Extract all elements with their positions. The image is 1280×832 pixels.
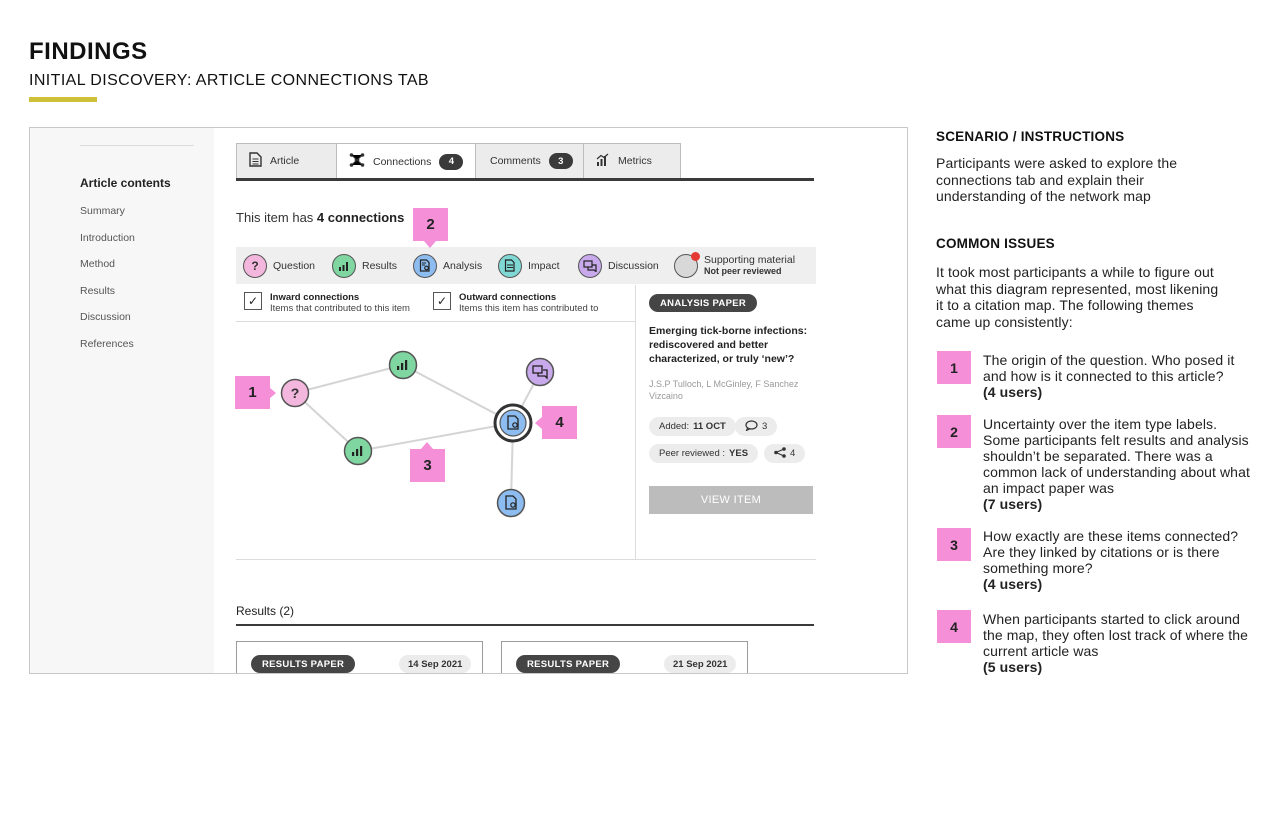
- issue-number-4: 4: [937, 610, 971, 643]
- svg-text:?: ?: [290, 385, 300, 401]
- tab-comments[interactable]: [475, 143, 584, 179]
- tab-metrics[interactable]: [583, 143, 681, 179]
- map-bottom-divider: [236, 559, 816, 560]
- issue-number-2: 2: [937, 415, 971, 448]
- issue-number-3: 3: [937, 528, 971, 561]
- comments-pill[interactable]: [735, 417, 777, 436]
- inward-desc: Items that contributed to this item: [270, 303, 410, 314]
- panel-divider: [635, 285, 636, 559]
- peer-label: Peer reviewed :: [659, 448, 726, 459]
- connections-summary-prefix: This item has: [236, 210, 317, 225]
- bar-chart-icon: [596, 153, 610, 170]
- legend-supporting-material[interactable]: [674, 247, 795, 284]
- item-title[interactable]: Emerging tick-borne infections: rediscovered and better characterized, or truly ‘new’?: [649, 325, 808, 365]
- issue-text-3: [983, 528, 1255, 592]
- sidebar-heading: Article contents: [80, 176, 171, 190]
- results-heading: Results (2): [236, 604, 295, 618]
- discussion-icon: [578, 254, 602, 278]
- issue-number-1: 1: [937, 351, 971, 384]
- connections-summary: [236, 210, 404, 225]
- page-subtitle: INITIAL DISCOVERY: ARTICLE CONNECTIONS TAB: [29, 72, 430, 89]
- tab-article[interactable]: [236, 143, 337, 179]
- issues-intro: It took most participants a while to figure out what this diagram represented, most likening it to a citation map. The following themes came up consistently:: [936, 264, 1219, 330]
- shares-count: 4: [790, 448, 796, 459]
- article-sidebar: [30, 128, 214, 674]
- callout-3: 3: [410, 449, 445, 482]
- question-node[interactable]: [282, 380, 309, 407]
- outward-checkbox[interactable]: ✓: [433, 292, 451, 310]
- sidebar-item-introduction[interactable]: Introduction: [80, 232, 135, 244]
- results-underline: [236, 624, 814, 626]
- inward-title: Inward connections: [270, 292, 360, 303]
- outward-connections-toggle[interactable]: [433, 292, 598, 314]
- callout-1: 1: [235, 376, 270, 409]
- scenario-text: Participants were asked to explore the connections tab and explain their understanding of the network map: [936, 155, 1178, 204]
- added-value: 11 OCT: [693, 421, 726, 432]
- comments-count-badge: 3: [549, 153, 573, 169]
- share-icon: [774, 447, 786, 461]
- connections-summary-count: 4 connections: [316, 210, 405, 225]
- inward-connections-toggle[interactable]: [244, 292, 410, 314]
- issue-description-4: When participants started to click around the map, they often lost track of where the current article was: [983, 611, 1248, 659]
- legend-analysis[interactable]: [413, 247, 482, 284]
- issue-description-2: Uncertainty over the item type labels. Some participants felt results and analysis shouldn’t be separated. There was a common lack of understanding about what an impact paper was: [983, 416, 1250, 496]
- issue-text-4: [983, 611, 1255, 675]
- legend-question[interactable]: [243, 247, 315, 284]
- current-article-node[interactable]: [495, 405, 531, 441]
- legend-question-label: Question: [273, 259, 316, 272]
- impact-icon: [498, 254, 522, 278]
- supporting-material-sub: Not peer reviewed: [704, 265, 782, 276]
- item-type-pill: ANALYSIS PAPER: [649, 294, 757, 312]
- document-icon: [249, 152, 262, 170]
- tab-connections[interactable]: [336, 143, 476, 179]
- connections-count-badge: 4: [439, 154, 463, 170]
- filter-divider: [236, 321, 636, 322]
- issue-users-4: (5 users): [983, 659, 1043, 675]
- peer-value: YES: [729, 448, 749, 459]
- sidebar-item-method[interactable]: Method: [80, 258, 116, 270]
- sidebar-item-discussion[interactable]: Discussion: [80, 311, 131, 323]
- issue-text-2: [983, 416, 1255, 512]
- legend-analysis-label: Analysis: [443, 259, 483, 272]
- issue-description-1: The origin of the question. Who posed it and how is it connected to this article?: [983, 352, 1235, 384]
- page-title: FINDINGS: [29, 38, 148, 65]
- issues-heading: COMMON ISSUES: [936, 236, 1055, 251]
- legend-results-label: Results: [362, 259, 398, 272]
- title-underline: [29, 97, 97, 102]
- view-item-button[interactable]: VIEW ITEM: [649, 486, 813, 514]
- issue-text-1: [983, 352, 1255, 400]
- added-label: Added:: [659, 421, 690, 432]
- callout-3-pointer: [421, 442, 433, 449]
- result-card[interactable]: [501, 641, 748, 674]
- result-type-pill: RESULTS PAPER: [251, 655, 355, 673]
- supporting-material-label: [704, 255, 795, 277]
- legend-results[interactable]: [332, 247, 397, 284]
- issue-description-3: How exactly are these items connected? Are they linked by citations or is there something more?: [983, 528, 1239, 576]
- result-date: 21 Sep 2021: [664, 655, 736, 673]
- peer-reviewed-pill: [649, 444, 758, 463]
- result-card[interactable]: [236, 641, 483, 674]
- issue-users-1: (4 users): [983, 384, 1043, 400]
- analysis-node-bottom[interactable]: [498, 490, 525, 517]
- tab-article-label: Article: [270, 155, 300, 167]
- issue-users-3: (4 users): [983, 576, 1043, 592]
- results-icon: [332, 254, 356, 278]
- sidebar-item-summary[interactable]: Summary: [80, 205, 125, 217]
- callout-1-pointer: [269, 387, 276, 399]
- sidebar-item-results[interactable]: Results: [80, 285, 116, 297]
- inward-checkbox[interactable]: ✓: [244, 292, 262, 310]
- discussion-node[interactable]: [527, 359, 554, 386]
- item-type-legend: [236, 247, 816, 284]
- results-node-bottom[interactable]: [345, 438, 372, 465]
- supporting-material-title: Supporting material: [704, 253, 796, 266]
- added-date-pill: [649, 417, 736, 436]
- tab-connections-label: Connections: [373, 155, 432, 168]
- analysis-icon: [413, 254, 437, 278]
- scenario-heading: SCENARIO / INSTRUCTIONS: [936, 129, 1125, 144]
- outward-title: Outward connections: [459, 292, 557, 303]
- result-date: 14 Sep 2021: [399, 655, 471, 673]
- network-icon: [349, 152, 365, 171]
- question-icon: ?: [243, 254, 267, 278]
- item-authors: J.S.P Tulloch, L McGinley, F Sanchez Vizcaino: [649, 379, 799, 401]
- legend-discussion[interactable]: [578, 247, 659, 284]
- result-type-pill: RESULTS PAPER: [516, 655, 620, 673]
- comment-icon: [745, 420, 758, 434]
- tab-bar-underline: [236, 178, 814, 181]
- callout-2-pointer: [424, 241, 436, 248]
- ui-screenshot-frame: [29, 127, 908, 674]
- outward-desc: Items this item has contributed to: [459, 303, 599, 314]
- callout-2: 2: [413, 208, 448, 241]
- shares-pill[interactable]: [764, 444, 805, 463]
- callout-4: 4: [542, 406, 577, 439]
- supporting-material-icon: [674, 254, 698, 278]
- legend-discussion-label: Discussion: [608, 259, 659, 272]
- network-map: [236, 323, 635, 559]
- legend-impact[interactable]: [498, 247, 560, 284]
- legend-impact-label: Impact: [528, 259, 560, 272]
- issue-users-2: (7 users): [983, 496, 1043, 512]
- results-node-top[interactable]: [390, 352, 417, 379]
- sidebar-divider: [80, 145, 194, 146]
- comments-count: 3: [762, 421, 768, 432]
- sidebar-item-references[interactable]: References: [80, 338, 134, 350]
- callout-4-pointer: [535, 417, 542, 429]
- tab-comments-label: Comments: [490, 155, 541, 167]
- tab-metrics-label: Metrics: [618, 155, 652, 167]
